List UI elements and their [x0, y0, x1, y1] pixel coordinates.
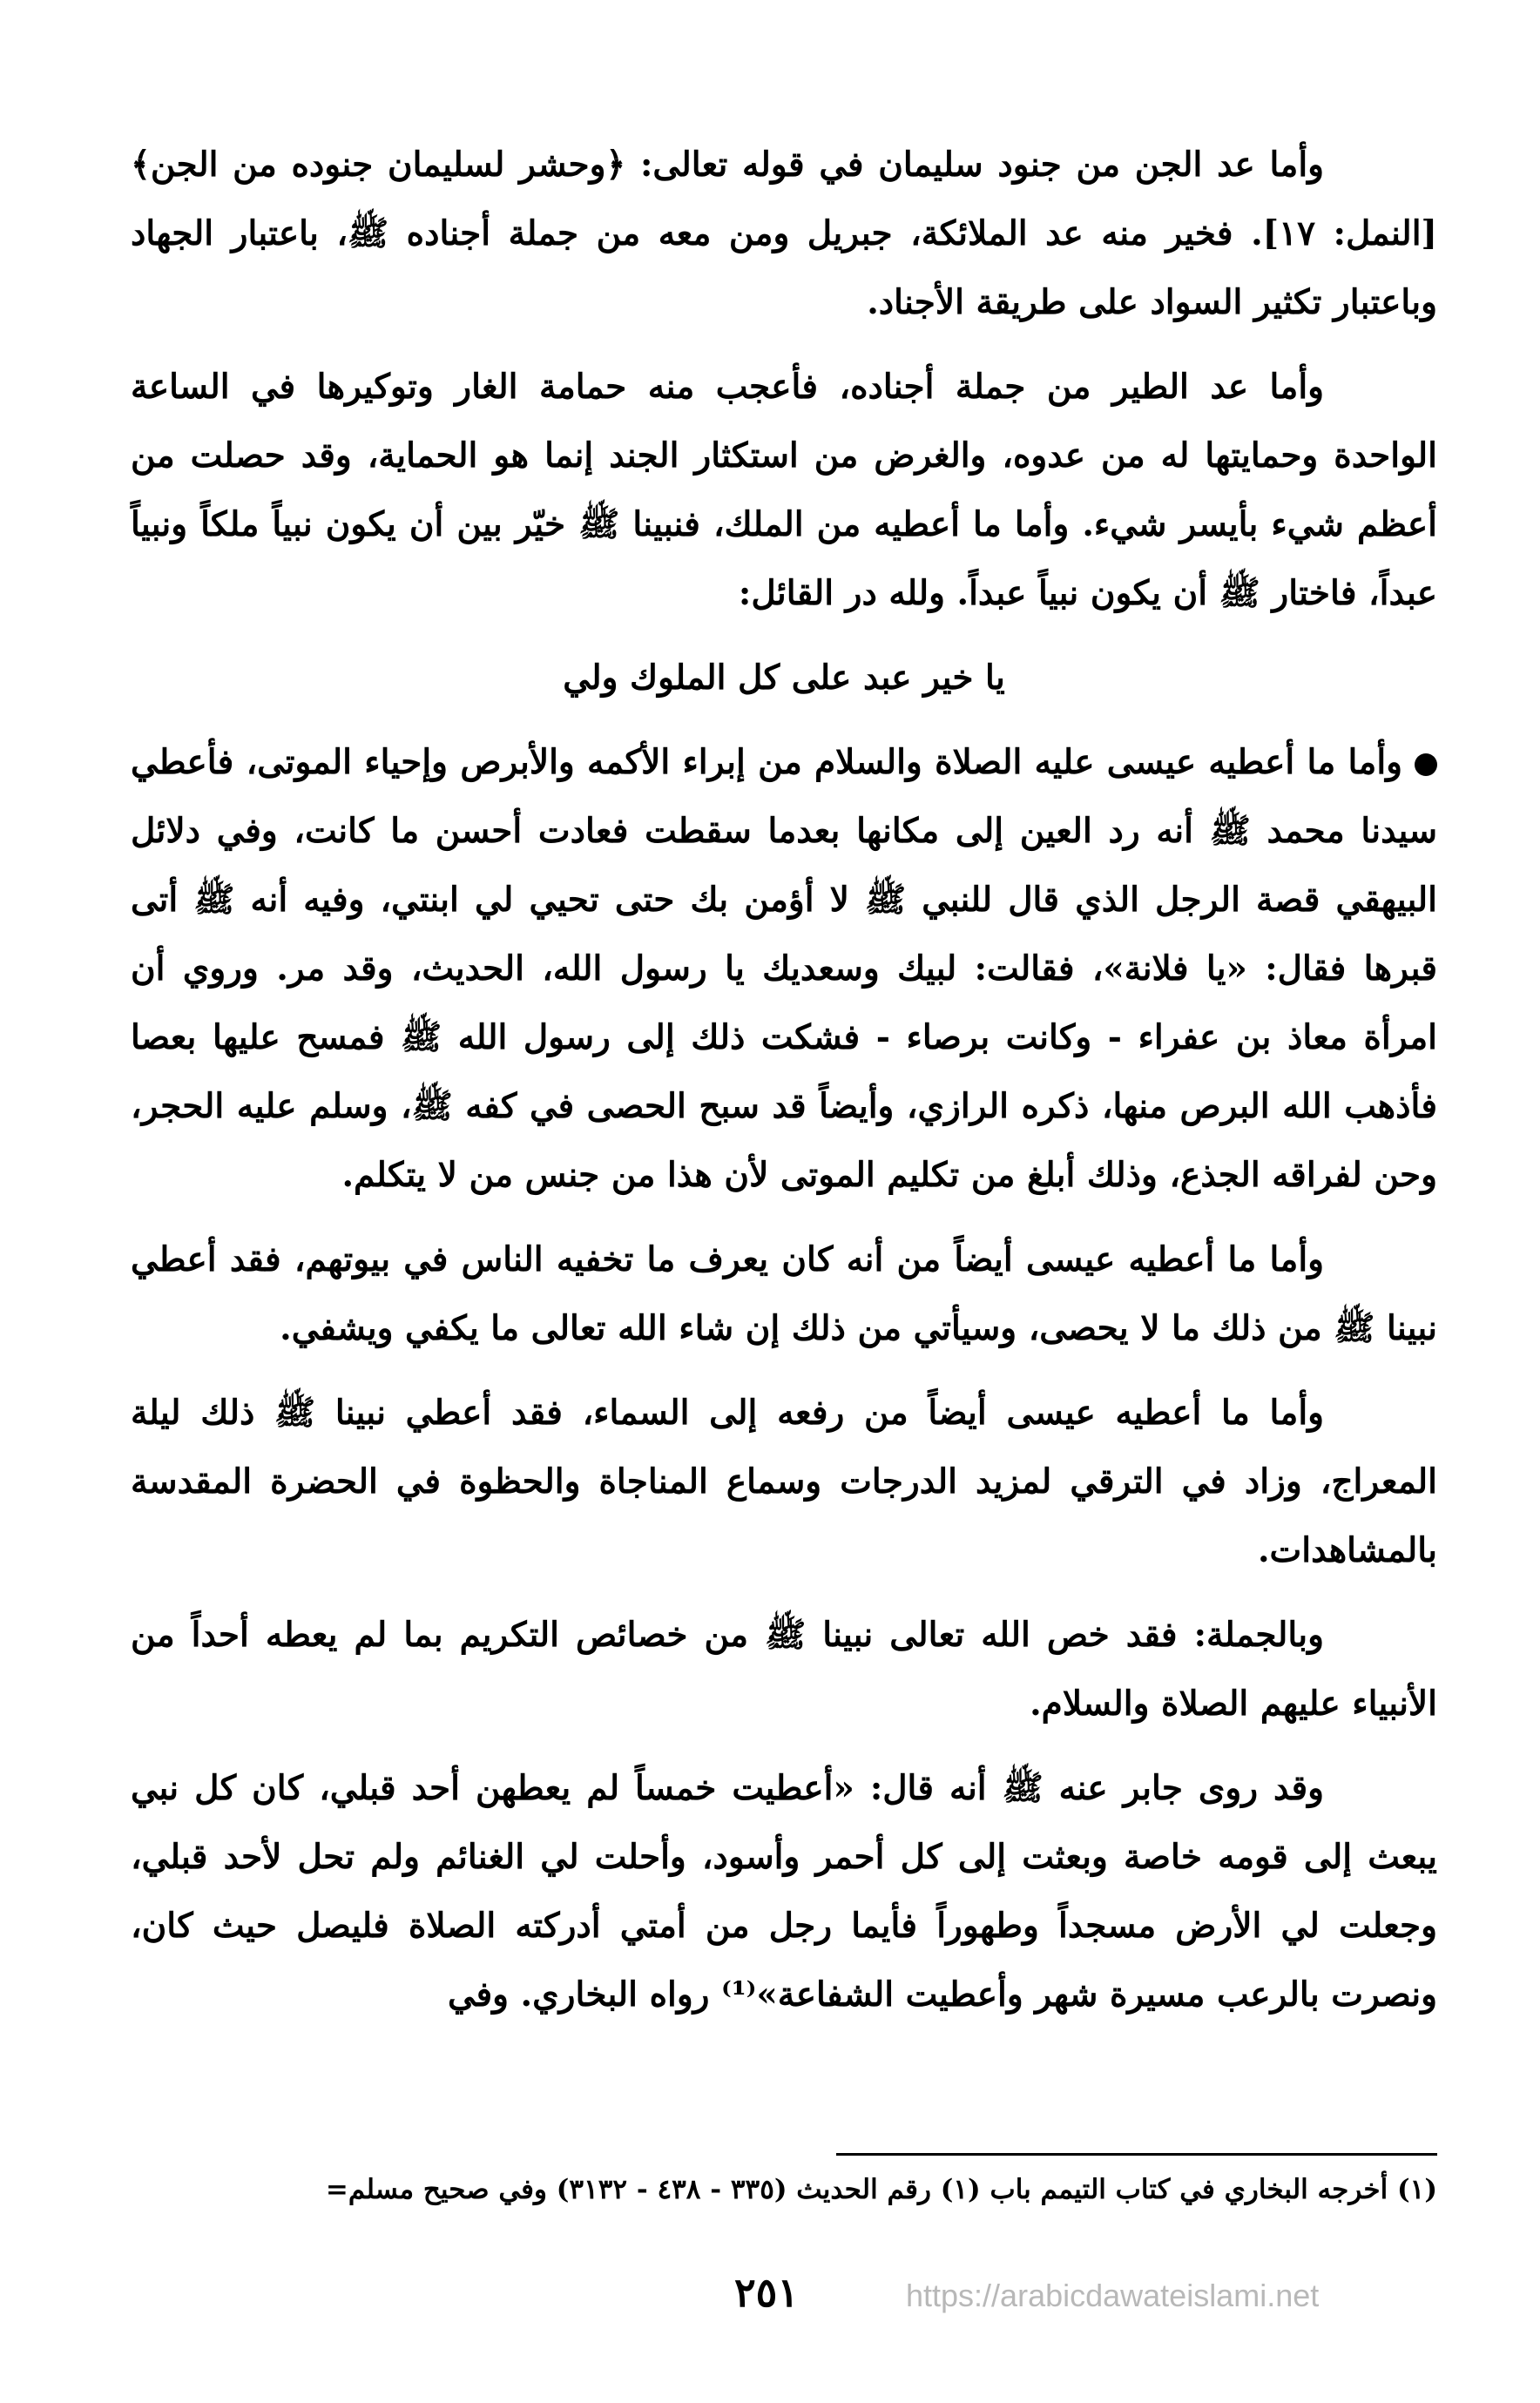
- page-number: ٢٥١: [733, 2269, 800, 2316]
- footnote-divider: [836, 2153, 1437, 2156]
- footnote: (١) أخرجه البخاري في كتاب التيمم باب (١) رقم الحديث (٣٣٥ - ٤٣٨ - ٣١٣٢) وفي صحيح مسلم=: [325, 2174, 1437, 2205]
- paragraph-isa-miracles: [131, 728, 1437, 1210]
- paragraph-ascension: وأما ما أعطيه عيسى أيضاً من رفعه إلى السماء، فقد أعطي نبينا ﷺ ذلك ليلة المعراج، وزاد في الترقي لمزيد الدرجات وسماع المناجاة والحظوة في الحضرة المقدسة بالمشاهدات.: [131, 1393, 1437, 1570]
- body-text: [131, 131, 1437, 2045]
- paragraph-hidden-knowledge: وأما ما أعطيه عيسى أيضاً من أنه كان يعرف ما تخفيه الناس في بيوتهم، فقد أعطي نبينا ﷺ من ذلك ما لا يحصى، وسيأتي من ذلك إن شاء الله تعالى ما يكفي ويشفي.: [131, 1239, 1437, 1348]
- watermark-url: https://arabicdawateislami.net: [906, 2278, 1320, 2313]
- verse-line: يا خير عبد على كل الملوك ولي: [563, 658, 1005, 698]
- bullet-dot-icon: [1415, 753, 1437, 776]
- paragraph-birds: وأما عد الطير من جملة أجناده، فأعجب منه حمامة الغار وتوكيرها في الساعة الواحدة وحمايتها له من عدوه، والغرض من استكثار الجند إنما هو الحماية، وقد حصلت من أعظم شيء بأيسر شيء. وأما ما أعطيه من الملك، فنبينا ﷺ خيّر بين أن يكون نبياً ملكاً ونبياً عبداً، فاختار ﷺ أن يكون نبياً عبداً. ولله در القائل:: [131, 367, 1437, 613]
- paragraph-isa-miracles-text: وأما ما أعطيه عيسى عليه الصلاة والسلام من إبراء الأكمه والأبرص وإحياء الموتى، فأعطي سيدنا محمد ﷺ أنه رد العين إلى مكانها بعدما سقطت فعادت أحسن ما كانت، وفي دلائل البيهقي قصة الرجل الذي قال للنبي ﷺ لا أؤمن بك حتى تحيي لي ابنتي، وفيه أنه ﷺ أتى قبرها فقال: «يا فلانة»، فقالت: لبيك وسعديك يا رسول الله، الحديث، وقد مر. وروي أن امرأة معاذ بن عفراء - وكانت برصاء - فشكت ذلك إلى رسول الله ﷺ فمسح عليها بعصا فأذهب الله البرص منها، ذكره الرازي، وأيضاً قد سبح الحصى في كفه ﷺ، وسلم عليه الحجر، وحن لفراقه الجذع، وذلك أبلغ من تكليم الموتى لأن هذا من جنس من لا يتكلم.: [131, 742, 1437, 1195]
- paragraph-jabir-hadith: وقد روى جابر عنه ﷺ أنه قال: «أعطيت خمساً لم يعطهن أحد قبلي، كان كل نبي يبعث إلى قومه خاصة وبعثت إلى كل أحمر وأسود، وأحلت لي الغنائم ولم تحل لأحد قبلي، وجعلت لي الأرض مسجداً وطهوراً فأيما رجل من أمتي أدركته الصلاة فليصل حيث كان، ونصرت بالرعب مسيرة شهر وأعطيت الشفاعة»⁽¹⁾ رواه البخاري. وفي: [131, 1768, 1438, 2015]
- paragraph-summary: وبالجملة: فقد خص الله تعالى نبينا ﷺ من خصائص التكريم بما لم يعطه أحداً من الأنبياء عليهم الصلاة والسلام.: [131, 1615, 1437, 1724]
- paragraph-jinn: وأما عد الجن من جنود سليمان في قوله تعالى: ﴿وحشر لسليمان جنوده من الجن﴾ [النمل: ١٧]. فخير منه عد الملائكة، جبريل ومن معه من جملة أجناده ﷺ، باعتبار الجهاد وباعتبار تكثير السواد على طريقة الأجناد.: [131, 145, 1437, 322]
